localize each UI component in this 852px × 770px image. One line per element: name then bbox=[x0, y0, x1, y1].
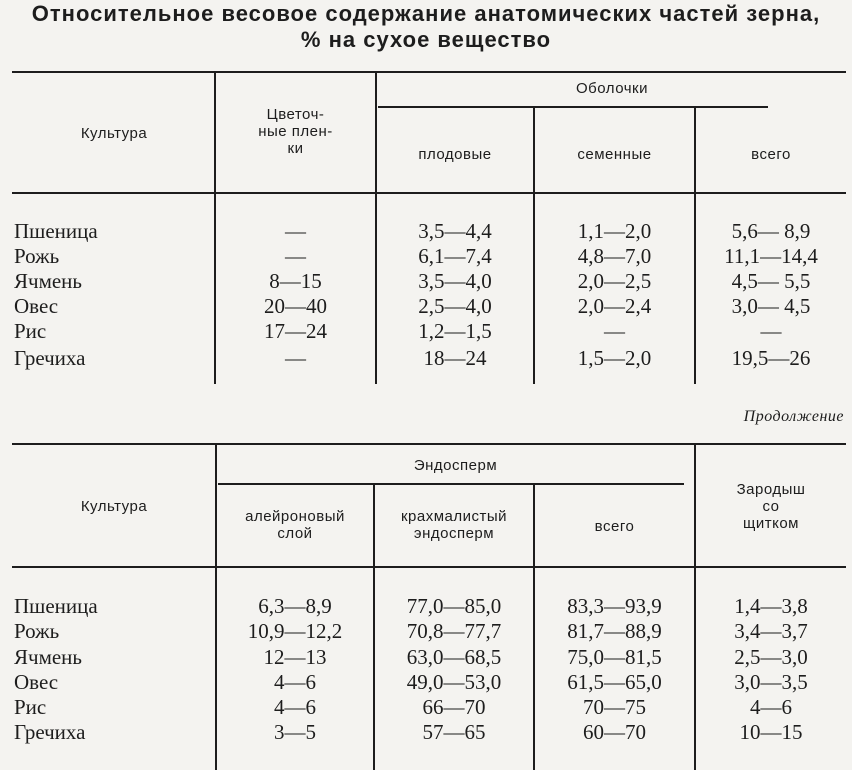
cell-total: 75,0—81,5 bbox=[567, 645, 662, 669]
crop-name: Рис bbox=[14, 695, 47, 719]
cell-germ: 1,4—3,8 bbox=[734, 594, 808, 618]
cell-total: 61,5—65,0 bbox=[567, 670, 662, 694]
column-header-fruit: плодовые bbox=[418, 146, 492, 163]
cell-aleurone: 6,3—8,9 bbox=[258, 594, 332, 618]
cell-aleurone: 3—5 bbox=[274, 720, 316, 744]
cell-seed: 2,0—2,4 bbox=[577, 294, 652, 318]
column-header-aleurone: алейроновый слой bbox=[245, 508, 345, 542]
cell-total: 81,7—88,9 bbox=[567, 619, 662, 643]
cell-flower-films: — bbox=[285, 346, 306, 370]
column-header-seed: семенные bbox=[577, 146, 652, 163]
header-bottom-rule bbox=[12, 192, 846, 194]
column-header-crop: Культура bbox=[80, 498, 148, 515]
cell-fruit: 2,5—4,0 bbox=[418, 294, 492, 318]
cell-starchy: 77,0—85,0 bbox=[406, 594, 502, 618]
crop-name: Рожь bbox=[14, 244, 60, 268]
cell-seed: 4,8—7,0 bbox=[577, 244, 652, 268]
shells-group-rule bbox=[378, 106, 768, 108]
cell-germ: 10—15 bbox=[739, 720, 803, 744]
cell-germ: 3,4—3,7 bbox=[734, 619, 808, 643]
cell-starchy: 57—65 bbox=[422, 720, 486, 744]
cell-fruit: 3,5—4,0 bbox=[418, 269, 492, 293]
crop-name: Рожь bbox=[14, 619, 60, 643]
cell-total: 4,5— 5,5 bbox=[731, 269, 811, 293]
cell-total: 3,0— 4,5 bbox=[731, 294, 811, 318]
crop-name: Гречиха bbox=[14, 720, 86, 744]
cell-starchy: 49,0—53,0 bbox=[406, 670, 502, 694]
page-subtitle: % на сухое вещество bbox=[300, 27, 552, 52]
cell-total: 83,3—93,9 bbox=[567, 594, 662, 618]
cell-fruit: 18—24 bbox=[423, 346, 487, 370]
cell-flower-films: 8—15 bbox=[269, 269, 322, 293]
column-header-total: всего bbox=[751, 146, 791, 163]
cell-fruit: 3,5—4,4 bbox=[418, 219, 492, 243]
cell-total: 5,6— 8,9 bbox=[731, 219, 811, 243]
cell-aleurone: 12—13 bbox=[263, 645, 327, 669]
cell-fruit: 1,2—1,5 bbox=[418, 319, 492, 343]
crop-name: Ячмень bbox=[14, 269, 82, 293]
cell-total: — bbox=[760, 319, 782, 343]
cell-total: 11,1—14,4 bbox=[724, 244, 818, 268]
crop-name: Ячмень bbox=[14, 645, 82, 669]
page-title: Относительное весовое содержание анатомических частей зерна, bbox=[31, 1, 821, 26]
cell-starchy: 63,0—68,5 bbox=[406, 645, 502, 669]
cell-germ: 3,0—3,5 bbox=[734, 670, 808, 694]
cell-flower-films: 17—24 bbox=[264, 319, 327, 343]
crop-name: Рис bbox=[14, 319, 47, 343]
cell-germ: 2,5—3,0 bbox=[734, 645, 808, 669]
cell-flower-films: — bbox=[285, 244, 306, 268]
cell-flower-films: — bbox=[285, 219, 306, 243]
cell-aleurone: 4—6 bbox=[274, 670, 316, 694]
crop-name: Пшеница bbox=[14, 594, 98, 618]
cell-flower-films: 20—40 bbox=[264, 294, 327, 318]
cell-aleurone: 10,9—12,2 bbox=[247, 619, 343, 643]
cell-total: 19,5—26 bbox=[731, 346, 811, 370]
table-top-rule bbox=[12, 71, 846, 73]
crop-name: Пшеница bbox=[14, 219, 98, 243]
continuation-label: Продолжение bbox=[743, 408, 844, 425]
column-header-flower-films: Цветоч- ные плен- ки bbox=[258, 106, 333, 157]
cell-seed: 1,1—2,0 bbox=[577, 219, 652, 243]
crop-name: Гречиха bbox=[14, 346, 86, 370]
cell-seed: 1,5—2,0 bbox=[577, 346, 652, 370]
cell-starchy: 70,8—77,7 bbox=[406, 619, 502, 643]
endosperm-group-rule bbox=[218, 483, 684, 485]
column-header-crop: Культура bbox=[80, 125, 148, 142]
crop-name: Овес bbox=[14, 294, 59, 318]
cell-starchy: 66—70 bbox=[422, 695, 486, 719]
table-top-rule bbox=[12, 443, 846, 445]
cell-seed: 2,0—2,5 bbox=[577, 269, 652, 293]
crop-name: Овес bbox=[14, 670, 59, 694]
cell-fruit: 6,1—7,4 bbox=[418, 244, 492, 268]
cell-total: 70—75 bbox=[583, 695, 646, 719]
column-header-endosperm: Эндосперм bbox=[413, 457, 498, 474]
column-header-shells: Оболочки bbox=[576, 80, 648, 97]
column-header-starchy: крахмалистый эндосперм bbox=[400, 508, 508, 542]
cell-aleurone: 4—6 bbox=[274, 695, 316, 719]
column-header-total: всего bbox=[594, 518, 635, 535]
column-header-germ: Зародыш со щитком bbox=[736, 481, 806, 532]
header-bottom-rule bbox=[12, 566, 846, 568]
cell-seed: — bbox=[604, 319, 625, 343]
cell-germ: 4—6 bbox=[750, 695, 792, 719]
cell-total: 60—70 bbox=[583, 720, 646, 744]
